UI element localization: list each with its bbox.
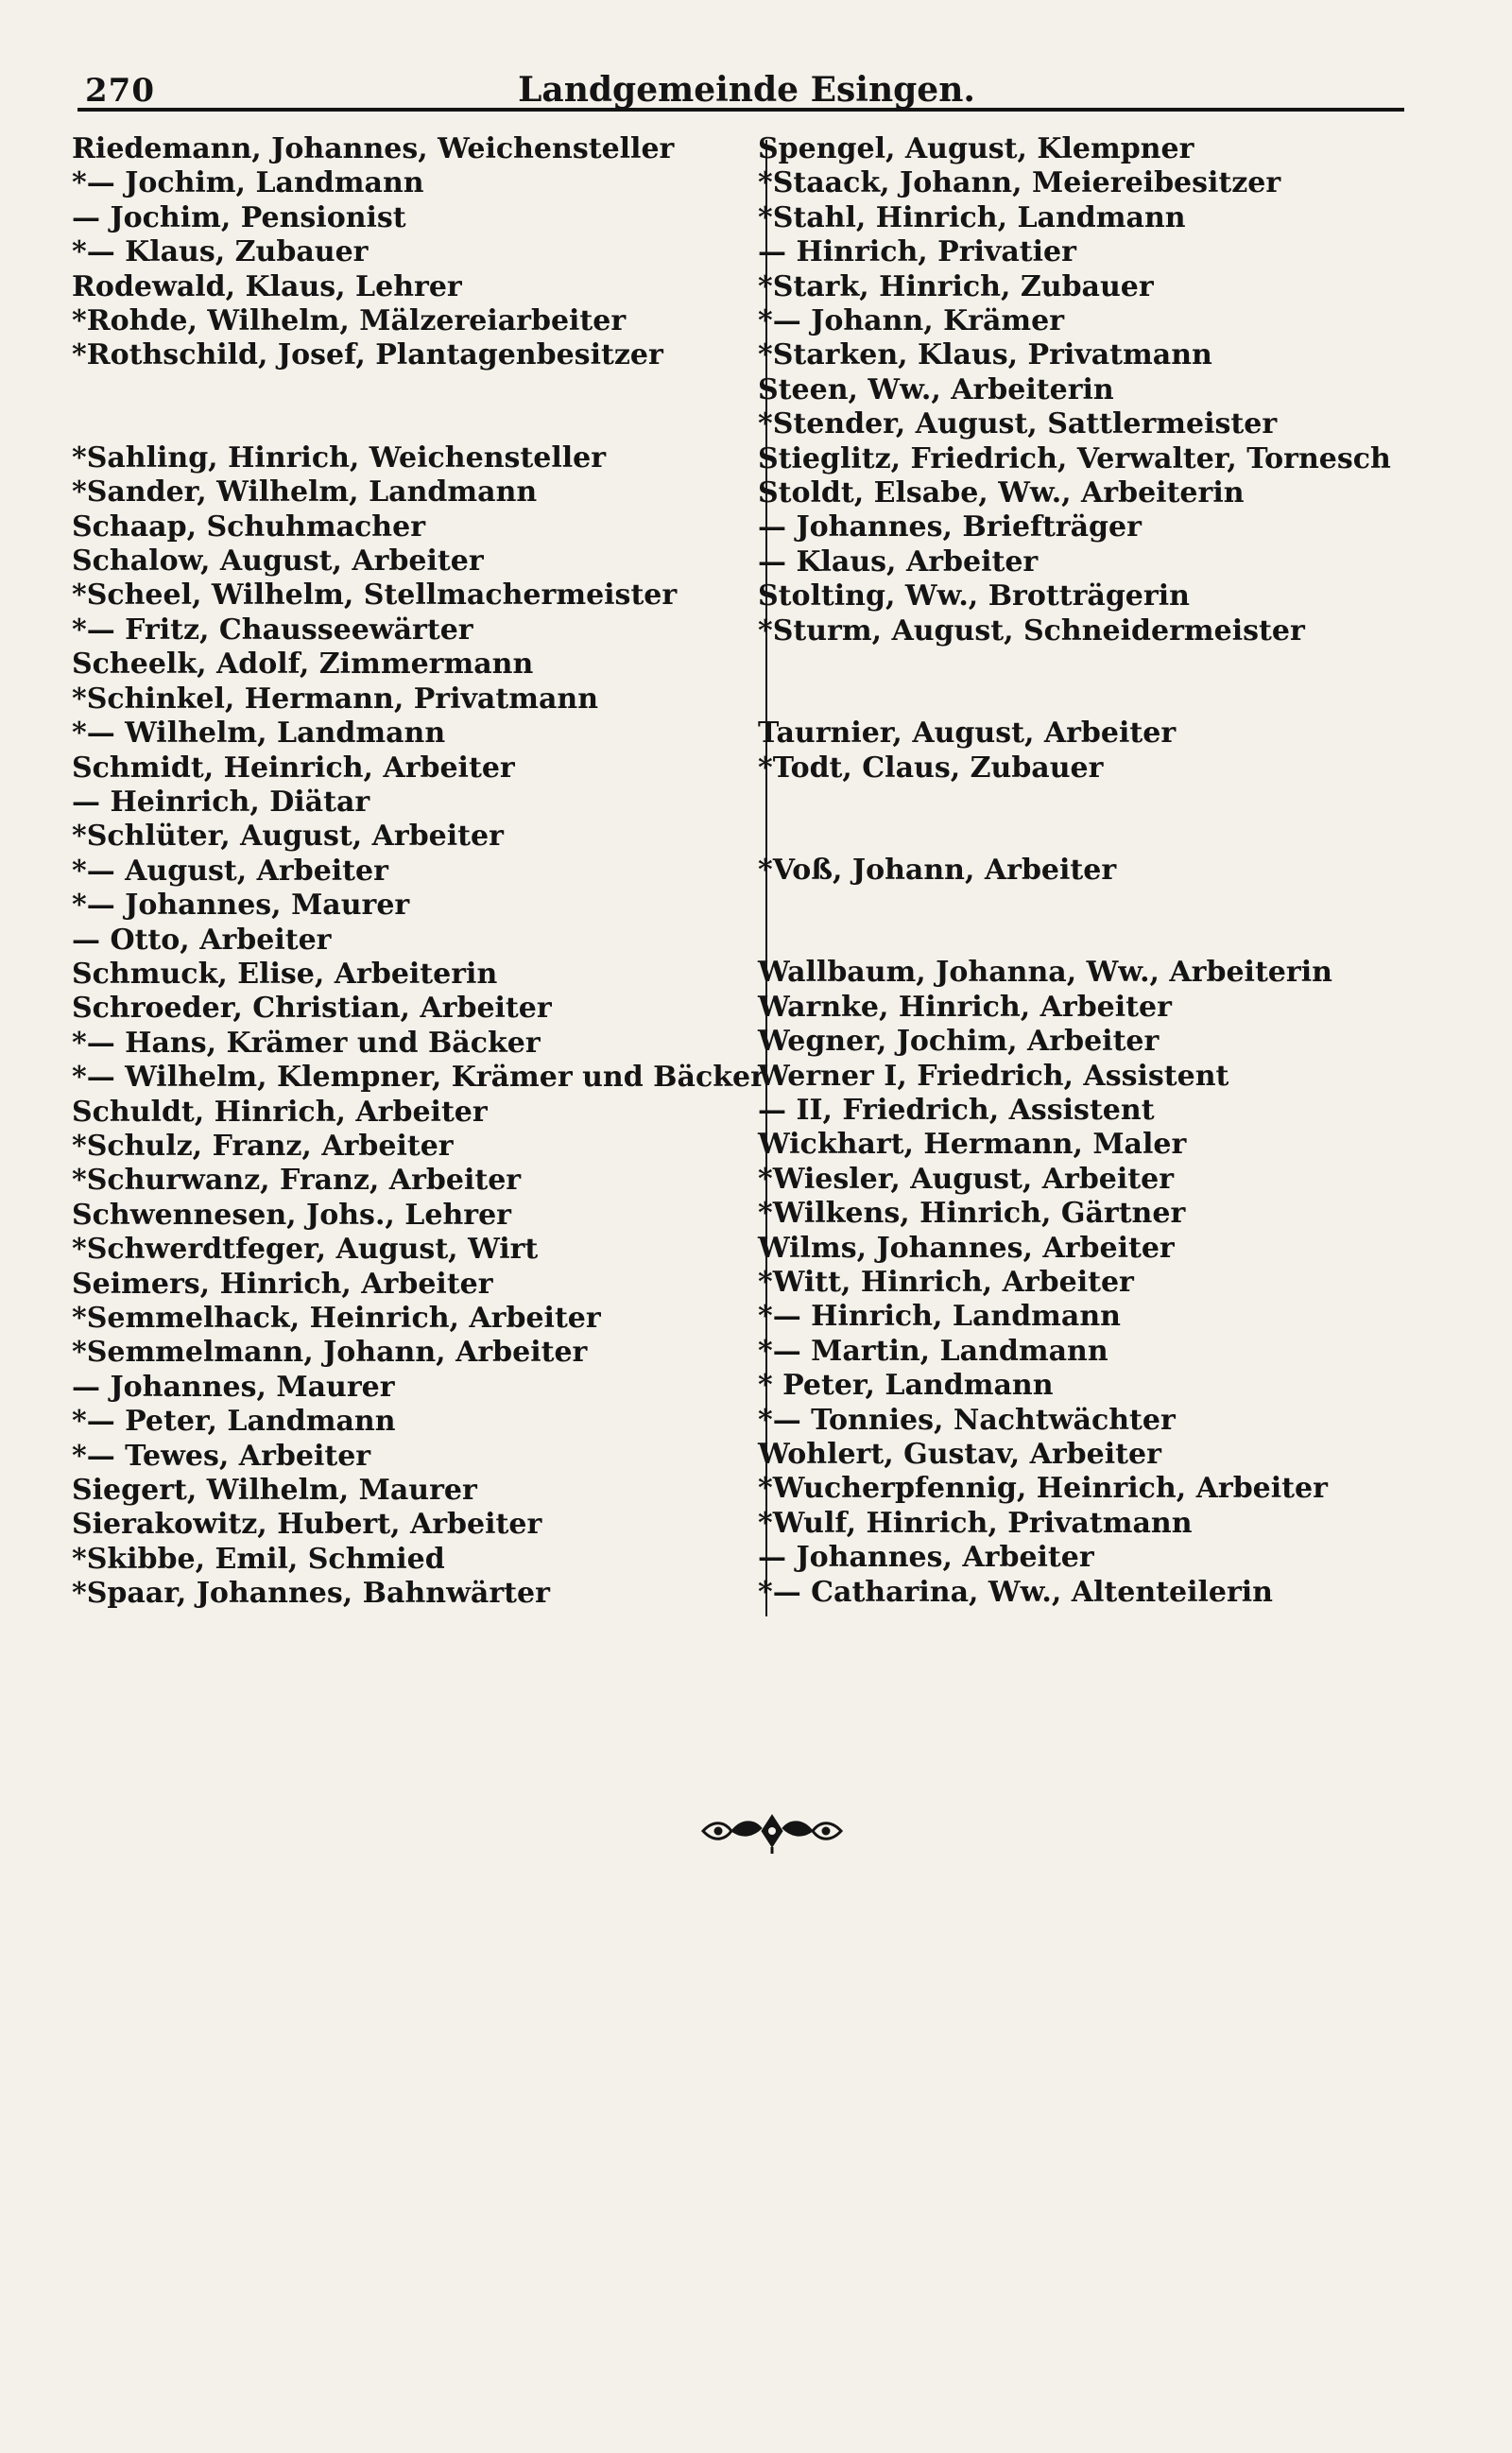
right-column [758,132,1410,1610]
directory-entry: — Johannes, Arbeiter [758,1541,1094,1575]
directory-entry: Schwennesen, Johs., Lehrer [72,1198,511,1232]
directory-entry: *Stahl, Hinrich, Landmann [758,200,1186,234]
directory-entry: Schalow, August, Arbeiter [72,544,484,579]
directory-entry: Rodewald, Klaus, Lehrer [72,269,462,303]
left-column-group [72,132,752,373]
directory-entry: *— Johann, Krämer [758,304,1065,338]
ornament-icon [699,1807,845,1855]
directory-entry: *Scheel, Wilhelm, Stellmachermeister [72,579,678,613]
directory-entry: *Sander, Wilhelm, Landmann [72,475,538,510]
directory-entry: *— Klaus, Zubauer [72,235,369,269]
directory-entry: — Johannes, Maurer [72,1370,395,1404]
directory-entry: Schuldt, Hinrich, Arbeiter [72,1095,488,1129]
directory-entry: Schmuck, Elise, Arbeiterin [72,957,498,991]
directory-entry: *Stender, August, Sattlermeister [758,407,1278,441]
directory-entry: *— August, Arbeiter [72,854,388,888]
directory-entry: *Schulz, Franz, Arbeiter [72,1129,454,1163]
left-column-group [72,441,765,1612]
directory-entry: Siegert, Wilhelm, Maurer [72,1474,477,1508]
page-number: 270 [85,72,155,110]
directory-entry: Seimers, Hinrich, Arbeiter [72,1267,493,1301]
directory-entry: Werner I, Friedrich, Assistent [758,1059,1229,1093]
left-column [72,132,765,1612]
directory-entry: *— Martin, Landmann [758,1334,1108,1368]
directory-entry: *Voß, Johann, Arbeiter [758,853,1117,887]
directory-entry: *Schurwanz, Franz, Arbeiter [72,1164,522,1198]
directory-entry: — Otto, Arbeiter [72,923,332,957]
directory-entry: *Rothschild, Josef, Plantagenbesitzer [72,338,663,372]
directory-entry: *Skibbe, Emil, Schmied [72,1542,445,1576]
directory-entry: Wilms, Johannes, Arbeiter [758,1231,1175,1265]
directory-entry: Stolting, Ww., Brotträgerin [758,579,1190,613]
directory-entry: Riedemann, Johannes, Weichensteller [72,132,675,165]
directory-entry: *Starken, Klaus, Privatmann [758,338,1212,372]
right-column-group [758,132,1410,648]
directory-entry: *— Peter, Landmann [72,1405,396,1439]
directory-entry: Steen, Ww., Arbeiterin [758,372,1114,406]
directory-entry: Taurnier, August, Arbeiter [758,717,1177,751]
directory-entry: Warnke, Hinrich, Arbeiter [758,990,1172,1024]
directory-entry: *— Fritz, Chausseewärter [72,613,473,647]
directory-entry: *— Hinrich, Landmann [758,1300,1121,1334]
directory-entry: — Hinrich, Privatier [758,235,1076,269]
right-column-group [758,717,1410,786]
directory-entry: *— Catharina, Ww., Altenteilerin [758,1575,1273,1609]
directory-entry: Spengel, August, Klempner [758,132,1194,165]
directory-entry: Schroeder, Christian, Arbeiter [72,992,552,1026]
directory-entry: * Peter, Landmann [758,1369,1054,1403]
directory-entry: *Wiesler, August, Arbeiter [758,1162,1175,1196]
directory-entry: *Wilkens, Hinrich, Gärtner [758,1197,1186,1231]
right-column-group [758,956,1410,1610]
directory-entry: *Wucherpfennig, Heinrich, Arbeiter [758,1472,1328,1506]
directory-entry: — II, Friedrich, Assistent [758,1093,1155,1127]
directory-entry: *— Johannes, Maurer [72,889,410,923]
directory-entry: Stieglitz, Friedrich, Verwalter, Tornesch [758,441,1391,475]
directory-entry: *Staack, Johann, Meiereibesitzer [758,166,1281,200]
directory-entry: Stoldt, Elsabe, Ww., Arbeiterin [758,476,1245,510]
directory-entry: *Sahling, Hinrich, Weichensteller [72,441,607,475]
page-header [85,68,1408,121]
directory-entry: Wallbaum, Johanna, Ww., Arbeiterin [758,956,1332,990]
directory-entry: *Rohde, Wilhelm, Mälzereiarbeiter [72,304,627,338]
directory-entry: *— Tonnies, Nachtwächter [758,1403,1176,1437]
header-rule [77,108,1404,112]
directory-entry: Wegner, Jochim, Arbeiter [758,1025,1160,1059]
directory-entry: Wickhart, Hermann, Maler [758,1128,1187,1162]
right-column-group [758,854,1410,888]
directory-entry: *Wulf, Hinrich, Privatmann [758,1506,1193,1540]
directory-entry: Schaap, Schuhmacher [72,510,426,544]
directory-entry: *— Tewes, Arbeiter [72,1439,371,1473]
directory-entry: *Semmelmann, Johann, Arbeiter [72,1336,588,1370]
directory-entry: *Schwerdtfeger, August, Wirt [72,1233,539,1267]
directory-entry: *— Jochim, Landmann [72,166,424,200]
directory-entry: Sierakowitz, Hubert, Arbeiter [72,1508,542,1542]
directory-entry: *Semmelhack, Heinrich, Arbeiter [72,1302,601,1335]
directory-entry: *— Wilhelm, Klempner, Krämer und Bäcker [72,1061,765,1095]
directory-entry: — Heinrich, Diätar [72,785,370,819]
directory-entry: Scheelk, Adolf, Zimmermann [72,648,534,682]
running-title: Landgemeinde Esingen. [518,70,975,110]
directory-entry: Wohlert, Gustav, Arbeiter [758,1438,1161,1471]
directory-entry: — Klaus, Arbeiter [758,544,1039,579]
directory-entry: — Jochim, Pensionist [72,200,406,234]
directory-entry: *— Wilhelm, Landmann [72,717,446,751]
directory-entry: *— Hans, Krämer und Bäcker [72,1026,541,1060]
directory-entry: Schmidt, Heinrich, Arbeiter [72,751,515,785]
directory-entry: *Sturm, August, Schneidermeister [758,613,1305,648]
directory-entry: *Schinkel, Hermann, Privatmann [72,682,599,716]
directory-entry: *Witt, Hinrich, Arbeiter [758,1265,1134,1299]
directory-entry: *Todt, Claus, Zubauer [758,751,1104,785]
directory-entry: *Spaar, Johannes, Bahnwärter [72,1577,550,1611]
directory-entry: *Stark, Hinrich, Zubauer [758,269,1154,303]
directory-entry: — Johannes, Briefträger [758,510,1142,544]
directory-entry: *Schlüter, August, Arbeiter [72,820,504,854]
